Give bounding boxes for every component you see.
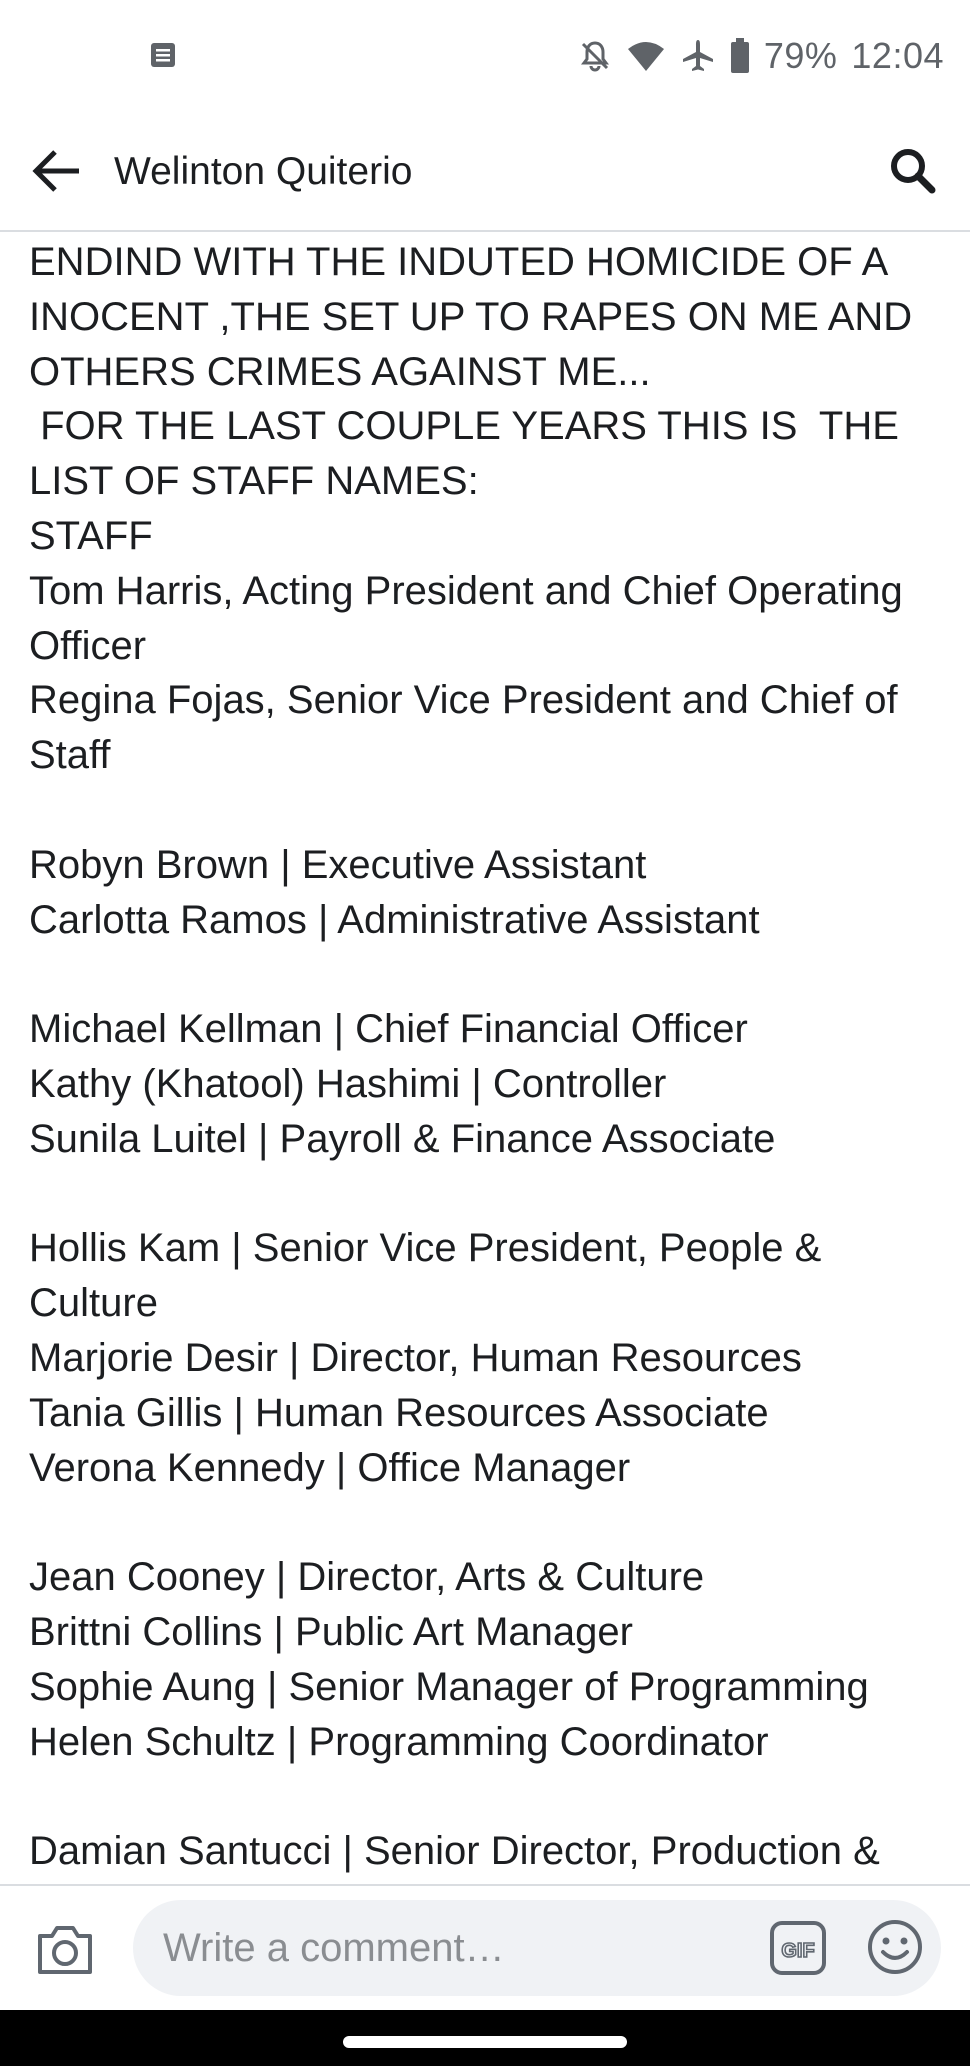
- search-icon: [888, 146, 936, 199]
- search-button[interactable]: [882, 142, 942, 202]
- comment-box[interactable]: [133, 1900, 941, 1996]
- gif-icon[interactable]: [769, 1920, 827, 1976]
- back-arrow-icon: [31, 149, 83, 198]
- system-nav-bar: [0, 2010, 970, 2066]
- post-content[interactable]: [0, 232, 970, 1884]
- post-text: ENDIND WITH THE INDUTED HOMICIDE OF A INOCENT ,THE SET UP TO RAPES ON ME AND OTHERS CRIMES AGAINST ME... FOR THE LAST COUPLE YEARS THIS IS THE LIST OF STAFF NAMES: STAFF Tom Harris, Acting President and Chief Operating Officer Regina Fojas, Senior Vice President and Chief of Staff Robyn Brown | Executive Assistant Carlotta Ramos | Administrative Assistant Michael Kellman | Chief Financial Officer Kathy (Khatool) Hashimi | Controller Sunila Luitel | Payroll & Finance Associate Hollis Kam | Senior Vice President, People & Culture Marjorie Desir | Director, Human Resources Tania Gillis | Human Resources Associate Verona Kennedy | Office Manager Jean Cooney | Director, Arts & Culture Brittni Collins | Public Art Manager Sophie Aung | Senior Manager of Programming Helen Schultz | Programming Coordinator Damian Santucci | Senior Director, Production &: [29, 240, 913, 1874]
- screenshot-icon: [148, 40, 178, 70]
- comment-bar: [0, 1884, 970, 2010]
- clock: 12:04: [851, 35, 944, 76]
- status-icons: [578, 32, 944, 80]
- header: [0, 112, 970, 232]
- mute-icon: [578, 39, 612, 73]
- back-button[interactable]: [26, 142, 88, 204]
- airplane-icon: [680, 38, 716, 74]
- camera-icon[interactable]: [34, 1922, 96, 1978]
- battery-percent: 79%: [763, 35, 838, 76]
- wifi-icon: [626, 39, 666, 73]
- gif-label: GIF: [781, 1940, 815, 1962]
- emoji-icon[interactable]: [866, 1918, 924, 1976]
- status-bar: [0, 0, 970, 112]
- home-handle[interactable]: [343, 2036, 627, 2048]
- page-title: Welinton Quiterio: [114, 150, 413, 193]
- battery-icon: [730, 38, 750, 74]
- comment-input[interactable]: [163, 1900, 743, 1996]
